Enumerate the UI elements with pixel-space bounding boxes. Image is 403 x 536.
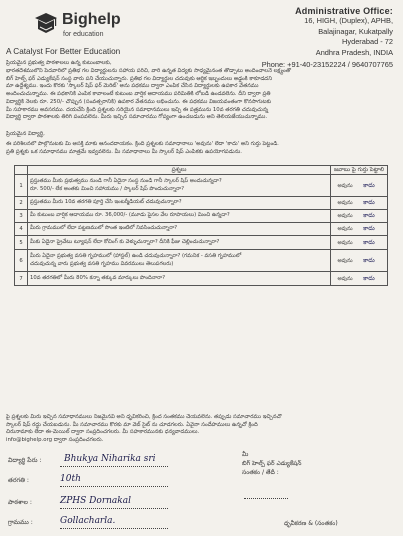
tagline: A Catalyst For Better Education (6, 47, 121, 56)
row-number: 2 (15, 197, 28, 210)
school-line (60, 508, 168, 509)
answer-no-mark[interactable]: కాదు (363, 181, 375, 189)
question-line: రూ. 500/- లేక అంతకు మించి సహాయము / స్కాలర్ షిప్ పొందుచున్నారా? (30, 185, 185, 192)
question-line: ప్రస్తుతము మీరు 10వ తరగతి పూర్తి చేసి ఇంటర్మీడియట్ చదువుచున్నారా? (30, 199, 182, 206)
table-row (15, 197, 388, 210)
address-line: Balajinagar, Kukatpally (318, 26, 393, 36)
question-text (28, 236, 331, 250)
village-line (60, 528, 168, 529)
paragraph-line: ఈ పరిశీలనలో పాల్గొనుటకు మీ ఆసక్తి మాకు ఆనందదాయకం. క్రింది ప్రశ్నలకు సమాధానాలు 'అవును' లేదా 'కాదు' అని గుర్తు పెట్టండి. (6, 141, 279, 147)
answer-yes[interactable]: అవును (337, 239, 353, 246)
answer-cell[interactable] (331, 236, 388, 250)
row-number: 4 (15, 223, 28, 236)
row-number: 6 (15, 250, 28, 272)
greeting: ప్రియమైన ప్రభుత్వ పాఠశాలలు ఉన్న కుటుంబాలకు, (6, 60, 112, 66)
paragraph-line: info@bighelp.org ద్వారా సంప్రదించగలరు. (6, 437, 104, 444)
paragraph-line: విద్యార్థి ద్వారా పాఠశాలకు తిరిగి పంపవలెను. మీరు ఇచ్చిన సమాచారము గోప్యంగా ఉంచబడును అని తెలియజేయుచున్నాము. (6, 114, 268, 121)
answer-cell[interactable] (331, 197, 388, 210)
office-address (223, 6, 393, 70)
answer-cell[interactable] (331, 175, 388, 197)
office-phone: Phone: +91-40-23152224 / 9640707765 (261, 60, 393, 70)
paragraph-line: ప్రతి ప్రశ్నకు ఒక సమాధానము మాత్రమే ఇవ్వవలెను. మీ సమాధానాలు మీ స్కాలర్ షిప్ ఎంపికకు ఉపయోగపడును. (6, 148, 242, 155)
paragraph-line: మీ సహకారము అవసరము. దయచేసి క్రింది ప్రశ్నలకు సరియైన సమాధానములు ఇచ్చి ఈ పత్రమును 10వ తరగతి చదువుచున్న (6, 106, 269, 113)
table-row (15, 223, 388, 236)
paragraph-line: పై ప్రశ్నలకు మీరు ఇచ్చిన సమాధానములు నిజమైనవి అని ధృవీకరించి, క్రింద సంతకము చేయవలెను. తప్పుడు సమాచారము ఇచ్చినచో (6, 414, 282, 420)
answer-yes[interactable]: అవును (337, 200, 353, 206)
question-line: మీ కుటుంబ వార్షిక ఆదాయము రూ. 36,000/- (మూడు పైసల వేల రూపాయలు) మించి ఉన్నదా? (30, 212, 230, 219)
village-label: గ్రామము : (8, 519, 33, 526)
student-name-line (60, 466, 168, 467)
paragraph-line: అందించుచున్నాము. ఈ పథకానికి ఎంపిక కావాలంటే కుటుంబ వార్షిక ఆదాయము పరిమితికి లోబడి ఉండవలెను. దీని ద్వారా ప్రతి (6, 91, 271, 98)
closing-paragraph (6, 414, 396, 445)
parent-signature-label: ధృవీకరణ & (సంతకం) (284, 520, 338, 527)
answer-yes[interactable]: అవును (337, 213, 353, 219)
intro-paragraph (6, 68, 396, 122)
answer-no-mark[interactable]: కాదు (363, 274, 375, 282)
class-line (60, 486, 168, 487)
address-line: 16, HIGH, (Duplex), APHB, (304, 16, 393, 26)
row-number: 7 (15, 272, 28, 286)
answer-cell[interactable] (331, 223, 388, 236)
paragraph-line: మా ఉద్దేశ్యము. ఇందు కొరకు 'స్కాలర్ షిప్ ఫర్ మెరిట్' అను పథకము ద్వారా ఎంపిక చేసిన విద్యార్థులకు ఉపకార వేతనము (6, 83, 259, 90)
signoff-line: మీ (242, 451, 249, 458)
office-title: Administrative Office: (295, 6, 393, 16)
table-row (15, 236, 388, 250)
questions-table (14, 165, 388, 286)
answer-yes[interactable]: అవును (337, 226, 353, 232)
class-label: తరగతి : (8, 477, 29, 484)
question-text (28, 272, 331, 286)
table-row (15, 272, 388, 286)
brand-subtitle: for education (63, 31, 104, 38)
question-text (28, 197, 331, 210)
question-line: చదువుచున్న వారు ప్రభుత్వ వసతి గృహము వివరములు తెలుపగలరు) (30, 260, 174, 267)
answer-no-mark[interactable]: కాదు (363, 225, 375, 232)
question-line: మీరు గ్రామములో లేదా పట్టణములో సొంత ఇంటిలో నివసించుచున్నారా? (30, 225, 178, 232)
answer-no-mark[interactable]: కాదు (363, 256, 375, 264)
student-name-field[interactable]: Bhukya Niharika sri (64, 454, 156, 464)
student-name-label: విద్యార్థి పేరు : (8, 457, 42, 464)
answer-yes[interactable]: అవును (337, 275, 353, 282)
row-number: 3 (15, 210, 28, 223)
row-number: 1 (15, 175, 28, 197)
paragraph-line: బిగ్ హెల్ప్ ఫర్ ఎడ్యుకేషన్ సంస్థ వారు పని చేయుచున్నారు. ప్రతిభ గల విద్యార్థుల చదువుకు ఆర్ధిక ఇబ్బందులు అడ్డంకి కాకూడదని (6, 75, 273, 82)
bighelp-logo-icon (34, 12, 58, 38)
answer-no-mark[interactable]: కాదు (363, 238, 375, 246)
address-line: Hyderabad - 72 (342, 37, 393, 47)
paragraph-line: స్కాలర్ షిప్ రద్దు చేయబడును. మీ సమాచారము కొరకు మా వెబ్ సైట్ ను చూడగలరు. ఏవైనా సందేహములు ఉన్నచో క్రింది (6, 421, 258, 428)
signoff-line: బిగ్ హెల్ప్ ఫర్ ఎడ్యుకేషన్ (242, 460, 302, 467)
question-text (28, 210, 331, 223)
question-text (28, 175, 331, 197)
question-line: మీరు ఏదైనా ప్రభుత్వ వసతి గృహములో (హాస్టల్) ఉండి చదువుచున్నారా? (గమనిక - వసతి గృహములో (30, 253, 242, 259)
paragraph-line: విద్యార్థికి నెలకు రూ. 250/- చొప్పున (సంవత్సరానికి) ఉపకార వేతనము లభించును. ఈ పథకము విజయవంతంగా కొనసాగుటకు (6, 98, 272, 105)
brand-name: Bighelp (62, 11, 121, 28)
paragraph-line: చిరునామాకు లేదా ఈ-మెయిల్ ద్వారా సంప్రదించగలరు. మీ సహకారమునకు ధన్యవాదములు. (6, 429, 200, 436)
table-row (15, 175, 388, 197)
table-row (15, 210, 388, 223)
answer-no-mark[interactable]: కాదు (363, 212, 375, 219)
school-field[interactable]: ZPHS Dornakal (60, 496, 131, 506)
paragraph-line: భారతదేశములోని పేదవారిలో ప్రతిభ గల విద్యార్థులను సహాయ పరిచి, వారి ఉన్నత విద్యకు సాధ్యమైనంత తోడ్పాటు అందించాలనే లక్ష్యంతో (6, 68, 291, 74)
question-line: ప్రస్తుతము మీకు ప్రభుత్వము నుండి గానీ ఏదైనా సంస్థ నుండి గానీ స్కాలర్ షిప్ అందుచున్నదా? (30, 178, 222, 184)
class-field[interactable]: 10th (60, 474, 81, 484)
instructions-paragraph (6, 141, 396, 156)
answer-cell[interactable] (331, 272, 388, 286)
student-salutation: ప్రియమైన విద్యార్థి, (6, 131, 45, 137)
question-text (28, 250, 331, 272)
table-row (15, 250, 388, 272)
address-line: Andhra Pradesh, INDIA (315, 47, 393, 57)
answer-cell[interactable] (331, 250, 388, 272)
signature-line (244, 498, 288, 499)
village-field[interactable]: Gollacharla. (60, 516, 116, 526)
organisation-signoff (242, 450, 302, 477)
question-text (28, 223, 331, 236)
signature-label: సంతకం / తేదీ : (242, 469, 279, 476)
header-num (15, 166, 28, 175)
answer-yes[interactable]: అవును (337, 182, 353, 189)
school-label: పాఠశాల : (8, 499, 32, 506)
header-questions: ప్రశ్నలు (28, 166, 331, 175)
header-answer: జవాబు పై గుర్తు పెట్టాలి (331, 166, 388, 175)
question-line: మీకు ఏదైనా ప్రైవేటు ట్యూషన్ లేదా కోచింగ్ కు వెళ్ళుచున్నారా? దీనికి ఫీజు చెల్లించుచున్నారా? (30, 238, 220, 245)
question-line: 10వ తరగతిలో మీరు 80% కన్నా తక్కువ మార్కులు పొందినారా? (30, 274, 166, 281)
answer-yes[interactable]: అవును (337, 257, 353, 264)
row-number: 5 (15, 236, 28, 250)
answer-cell[interactable] (331, 210, 388, 223)
answer-no-mark[interactable]: కాదు (363, 199, 375, 206)
table-header-row (15, 166, 388, 175)
